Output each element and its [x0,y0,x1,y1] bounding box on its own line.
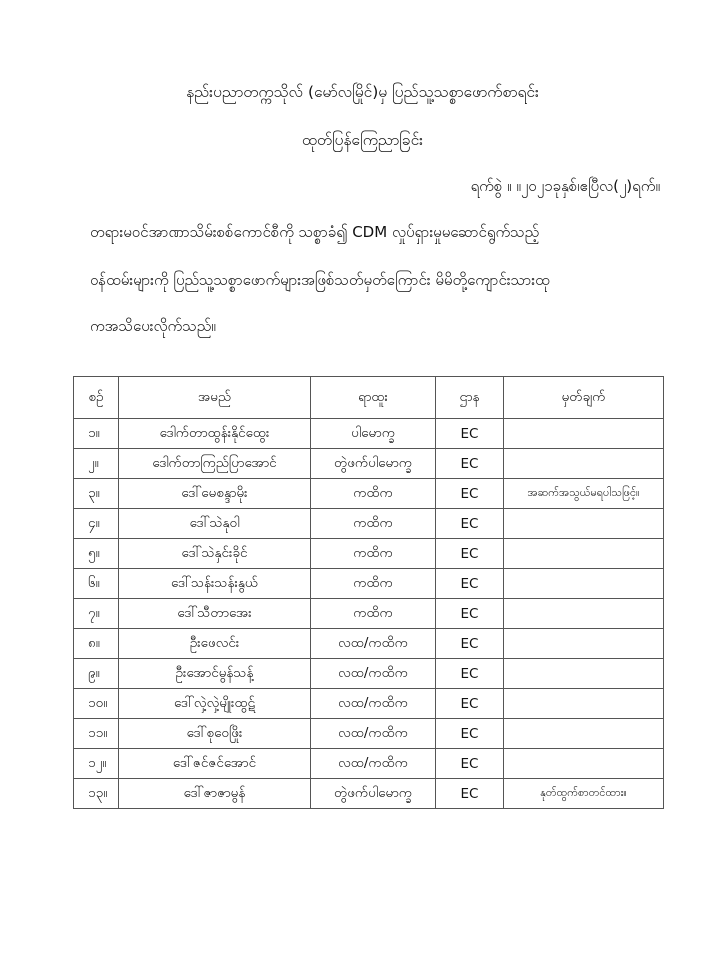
row-rank: တွဲဖက်ပါမောက္ခ [311,779,436,809]
row-rank: ကထိက [311,599,436,629]
row-dept: EC [436,659,504,689]
row-rank: လထ/ကထိက [311,749,436,779]
table-row [74,779,664,809]
paragraph-line-2: ဝန်ထမ်းများကို ပြည်သူ့သစ္စာဖောက်များအဖြစ်သတ်မှတ်ကြောင်း မိမိတို့ကျောင်းသားထု [90,271,550,289]
row-no: ၈။ [74,629,119,659]
row-no: ၁၀။ [74,689,119,719]
table-row [74,689,664,719]
row-rank: ကထိက [311,539,436,569]
document-date: ရက်စွဲ ။ ။၂၀၂၁ခုနှစ်၊ဧပြီလ(၂)ရက်။ [470,177,660,195]
row-remark [504,719,664,749]
row-rank: ပါမောက္ခ [311,419,436,449]
header-rank: ရာထူး [311,377,436,419]
row-name: ဒေါ်ဇာဇာမွန် [119,779,311,809]
row-dept: EC [436,689,504,719]
row-dept: EC [436,479,504,509]
row-no: ၁၁။ [74,719,119,749]
table-row [74,629,664,659]
row-rank: လထ/ကထိက [311,689,436,719]
row-rank: တွဲဖက်ပါမောက္ခ [311,449,436,479]
row-no: ၃။ [74,479,119,509]
row-remark [504,599,664,629]
row-dept: EC [436,629,504,659]
row-remark [504,749,664,779]
row-name: ဒေါ်သန်းသန်းနွယ် [119,569,311,599]
table-row [74,449,664,479]
row-rank: ကထိက [311,509,436,539]
row-remark: နုတ်ထွက်စာတင်ထား။ [504,779,664,809]
row-remark [504,449,664,479]
row-remark [504,629,664,659]
row-dept: EC [436,779,504,809]
row-rank: လထ/ကထိက [311,629,436,659]
table-row [74,419,664,449]
row-name: ဦးအောင်မွန်သန့် [119,659,311,689]
table-header-row [74,377,664,419]
row-no: ၁။ [74,419,119,449]
row-remark [504,689,664,719]
header-remark: မှတ်ချက် [504,377,664,419]
header-dept: ဌာန [436,377,504,419]
row-name: ဒေါ်သဲနုဝါ [119,509,311,539]
row-dept: EC [436,599,504,629]
table-row [74,749,664,779]
document-subtitle: ထုတ်ပြန်ကြေညာခြင်း [301,131,424,149]
paragraph-line-1: တရားမဝင်အာဏာသိမ်းစစ်ကောင်စီကို သစ္စာခံ၍ CDM လှုပ်ရှားမှုမဆောင်ရွက်သည့် [90,223,540,241]
row-remark [504,659,664,689]
row-remark [504,569,664,599]
row-no: ၉။ [74,659,119,689]
row-name: ဒေါ်လှဲ့လှဲ့မျိုးထွဋ် [119,689,311,719]
row-dept: EC [436,509,504,539]
row-name: ဒေါ်မေစန္ဒာမိုး [119,479,311,509]
row-name: ဒေါ်သဲနှင်းခိုင် [119,539,311,569]
row-dept: EC [436,569,504,599]
row-rank: ကထိက [311,479,436,509]
paragraph-line-3: ကအသိပေးလိုက်သည်။ [90,317,216,335]
row-no: ၁၃။ [74,779,119,809]
row-rank: ကထိက [311,569,436,599]
row-remark [504,419,664,449]
row-no: ၁၂။ [74,749,119,779]
row-name: ဒေါက်တာကြည်ပြာအောင် [119,449,311,479]
table-row [74,569,664,599]
table-row [74,539,664,569]
table-row [74,509,664,539]
table-row [74,479,664,509]
row-dept: EC [436,419,504,449]
row-no: ၇။ [74,599,119,629]
row-name: ဒေါ်သီတာအေး [119,599,311,629]
row-name: ဒေါ်ဇင်ဇင်အောင် [119,749,311,779]
document-title: နည်းပညာတက္ကသိုလ် (မော်လမြိုင်)မှ ပြည်သူ့သစ္စာဖောက်စာရင်း [186,83,539,101]
row-no: ၂။ [74,449,119,479]
table-row [74,599,664,629]
row-rank: လထ/ကထိက [311,659,436,689]
traitor-list-table [73,376,664,809]
row-no: ၅။ [74,539,119,569]
row-name: ဦးဖေလင်း [119,629,311,659]
row-name: ဒေါ်စုဝေဖြိုး [119,719,311,749]
row-no: ၆။ [74,569,119,599]
row-dept: EC [436,449,504,479]
row-remark [504,509,664,539]
header-no: စဉ် [74,377,119,419]
table-row [74,659,664,689]
row-remark [504,539,664,569]
row-rank: လထ/ကထိက [311,719,436,749]
header-name: အမည် [119,377,311,419]
row-dept: EC [436,539,504,569]
row-name: ဒေါက်တာထွန်းနိုင်ထွေး [119,419,311,449]
table-row [74,719,664,749]
row-no: ၄။ [74,509,119,539]
row-remark: အဆက်အသွယ်မရပါသဖြင့်။ [504,479,664,509]
row-dept: EC [436,719,504,749]
row-dept: EC [436,749,504,779]
